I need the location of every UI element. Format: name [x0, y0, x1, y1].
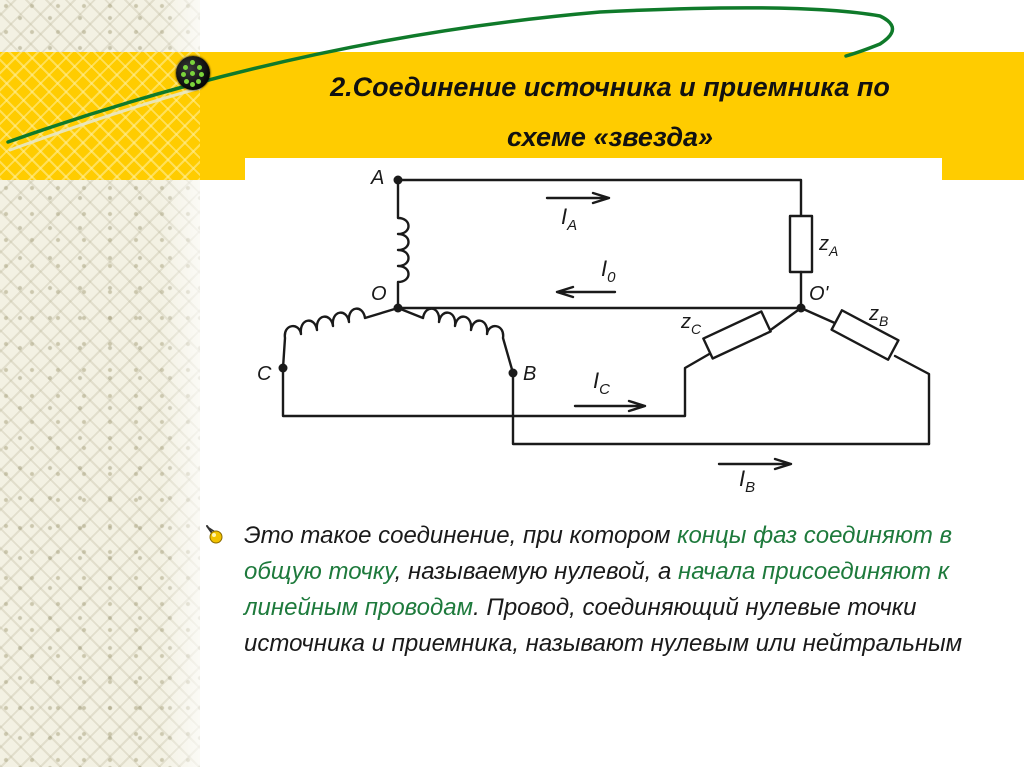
slide-title-line-1: 2.Соединение источника и приемника по: [330, 72, 890, 102]
label-load-zc: $z_C$: [681, 311, 702, 337]
bullet-ball-icon: [176, 56, 210, 90]
load-zb-lead: [801, 308, 837, 324]
source-coil-a: [398, 180, 409, 308]
line-b-load-lead: [895, 356, 929, 444]
node-o-dot: [394, 304, 403, 313]
arrow-i0: [557, 287, 615, 297]
label-node-a: A: [371, 167, 385, 189]
label-load-zb: $z_B$: [869, 303, 889, 329]
node-o-prime-dot: [797, 304, 806, 313]
paragraph-text-2: , называемую нулевой, а: [394, 558, 679, 585]
load-zc: [703, 312, 770, 359]
node-b-dot: [509, 369, 518, 378]
label-node-o-prime: O': [809, 283, 829, 305]
line-c-wire: [283, 353, 711, 416]
node-c-dot: [279, 364, 288, 373]
paragraph-highlight-1: концы фаз соединяют в общую точку: [244, 522, 953, 585]
paragraph-text-3: . Провод, соединяющий нулевые точки источника и приемника, называют нулевым или нейтральным: [244, 594, 963, 657]
arrow-ic: [575, 401, 645, 411]
star-connection-diagram: [245, 158, 942, 508]
load-zb: [832, 310, 899, 359]
load-za: [790, 216, 812, 272]
paragraph-highlight-2: начала присоединяют к линейным проводам: [244, 558, 950, 621]
slide-title: [230, 62, 990, 162]
label-node-b: B: [523, 363, 537, 385]
label-load-za: $z_A$: [819, 233, 839, 259]
node-a-dot: [394, 176, 403, 185]
paragraph-text-1: Это такое соединение, при котором: [244, 522, 678, 549]
label-node-o: O: [371, 283, 387, 305]
label-current-b: $I_B$: [739, 466, 756, 496]
label-current-a: $I_A$: [561, 204, 578, 234]
slide-title-line-2: схеме «звезда»: [506, 122, 714, 152]
arrow-ia: [547, 193, 609, 203]
definition-paragraph: [244, 518, 984, 662]
source-coil-b: [398, 308, 513, 373]
line-b-wire: [513, 373, 929, 444]
paragraph-bullet-icon: [203, 523, 227, 547]
label-current-0: $I_0$: [601, 256, 616, 286]
label-current-c: $I_C$: [593, 368, 610, 398]
label-node-c: C: [257, 363, 272, 385]
arrow-ib: [719, 459, 791, 469]
source-coil-c: [283, 308, 398, 368]
